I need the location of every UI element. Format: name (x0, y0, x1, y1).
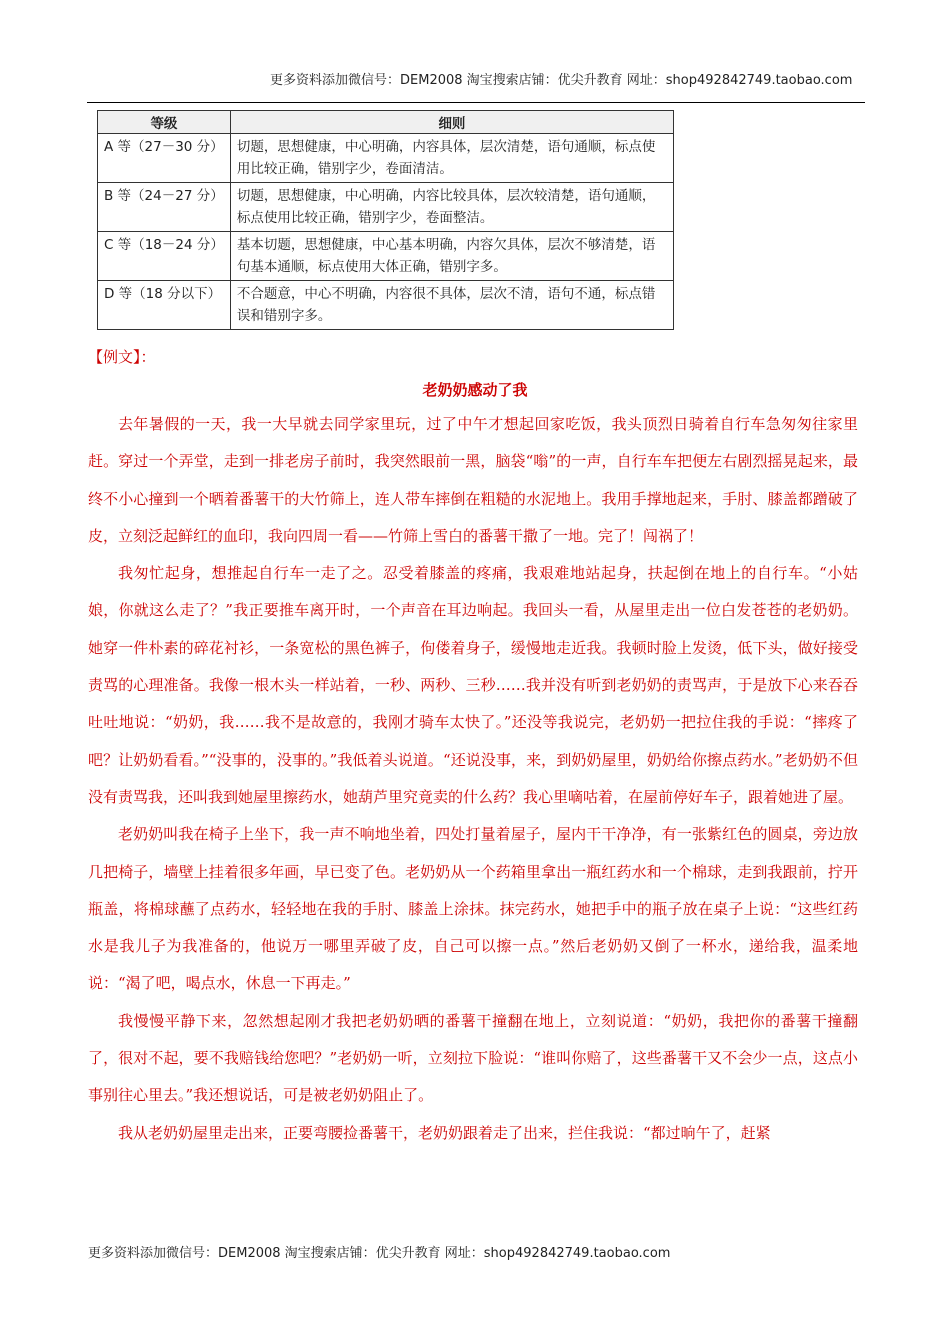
grade-detail: 基本切题，思想健康，中心基本明确，内容欠具体，层次不够清楚，语句基本通顺，标点使用大体正确，错别字多。 (230, 232, 673, 281)
column-header-level: 等级 (98, 111, 231, 134)
grade-level: A 等（27－30 分） (98, 134, 231, 183)
page-footer: 更多资料添加微信号：DEM2008 淘宝搜索店铺：优尖升教育 网址：shop492842749.taobao.com (88, 1246, 671, 1261)
table-row (98, 232, 674, 281)
header-divider (87, 102, 865, 103)
essay-paragraph: 我慢慢平静下来，忽然想起刚才我把老奶奶晒的番薯干撞翻在地上，立刻说道：“奶奶，我把你的番薯干撞翻了，很对不起，要不我赔钱给您吧？”老奶奶一听，立刻拉下脸说：“谁叫你赔了，这些番薯干又不会少一点，这点小事别往心里去。”我还想说话，可是被老奶奶阻止了。 (88, 1011, 858, 1105)
essay-paragraph: 老奶奶叫我在椅子上坐下，我一声不响地坐着，四处打量着屋子，屋内干干净净，有一张紫红色的圆桌，旁边放几把椅子，墙壁上挂着很多年画，早已变了色。老奶奶从一个药箱里拿出一瓶红药水和一个棉球，走到我跟前，拧开瓶盖，将棉球蘸了点药水，轻轻地在我的手肘、膝盖上涂抹。抹完药水，她把手中的瓶子放在桌子上说：“这些红药水是我儿子为我准备的，他说万一哪里弄破了皮，自己可以擦一点。”然后老奶奶又倒了一杯水，递给我，温柔地说：“渴了吧，喝点水，休息一下再走。” (88, 825, 858, 993)
table-row (98, 134, 674, 183)
grade-detail: 切题，思想健康，中心明确，内容具体，层次清楚，语句通顺，标点使用比较正确，错别字少，卷面清洁。 (230, 134, 673, 183)
grade-level: D 等（18 分以下） (98, 281, 231, 330)
essay-paragraph: 我从老奶奶屋里走出来，正要弯腰捡番薯干，老奶奶跟着走了出来，拦住我说：“都过晌午了，赶紧 (118, 1123, 771, 1142)
essay-paragraph: 去年暑假的一天，我一大早就去同学家里玩，过了中午才想起回家吃饭，我头顶烈日骑着自行车急匆匆往家里赶。穿过一个弄堂，走到一排老房子前时，我突然眼前一黑，脑袋“嗡”的一声，自行车车把便左右剧烈摇晃起来，最终不小心撞到一个晒着番薯干的大竹筛上，连人带车摔倒在粗糙的水泥地上。我用手撑地起来，手肘、膝盖都蹭破了皮，立刻泛起鲜红的血印，我向四周一看——竹筛上雪白的番薯干撒了一地。完了！闯祸了！ (88, 415, 858, 545)
grading-table (97, 110, 674, 330)
table-header-row (98, 111, 674, 134)
column-header-detail: 细则 (230, 111, 673, 134)
essay-title: 老奶奶感动了我 (422, 381, 528, 399)
grade-detail: 不合题意，中心不明确，内容很不具体，层次不清，语句不通，标点错误和错别字多。 (230, 281, 673, 330)
grade-level: C 等（18－24 分） (98, 232, 231, 281)
table-row (98, 183, 674, 232)
grade-detail: 切题，思想健康，中心明确，内容比较具体，层次较清楚，语句通顺，标点使用比较正确，错别字少，卷面整洁。 (230, 183, 673, 232)
example-label: 【例文】： (88, 348, 156, 366)
page-header: 更多资料添加微信号：DEM2008 淘宝搜索店铺：优尖升教育 网址：shop492842749.taobao.com (270, 73, 853, 88)
grade-level: B 等（24－27 分） (98, 183, 231, 232)
essay-paragraph: 我匆忙起身，想推起自行车一走了之。忍受着膝盖的疼痛，我艰难地站起身，扶起倒在地上的自行车。“小姑娘，你就这么走了？”我正要推车离开时，一个声音在耳边响起。我回头一看，从屋里走出一位白发苍苍的老奶奶。她穿一件朴素的碎花衬衫，一条宽松的黑色裤子，佝偻着身子，缓慢地走近我。我顿时脸上发烫，低下头，做好接受责骂的心理准备。我像一根木头一样站着，一秒、两秒、三秒……我并没有听到老奶奶的责骂声，于是放下心来吞吞吐吐地说：“奶奶，我……我不是故意的，我刚才骑车太快了。”还没等我说完，老奶奶一把拉住我的手说：“摔疼了吧？让奶奶看看。”“没事的，没事的。”我低着头说道。“还说没事，来，到奶奶屋里，奶奶给你擦点药水。”老奶奶不但没有责骂我，还叫我到她屋里擦药水，她葫芦里究竟卖的什么药？我心里嘀咕着，在屋前停好车子，跟着她进了屋。 (88, 564, 858, 806)
table-row (98, 281, 674, 330)
essay-body (88, 406, 858, 1152)
